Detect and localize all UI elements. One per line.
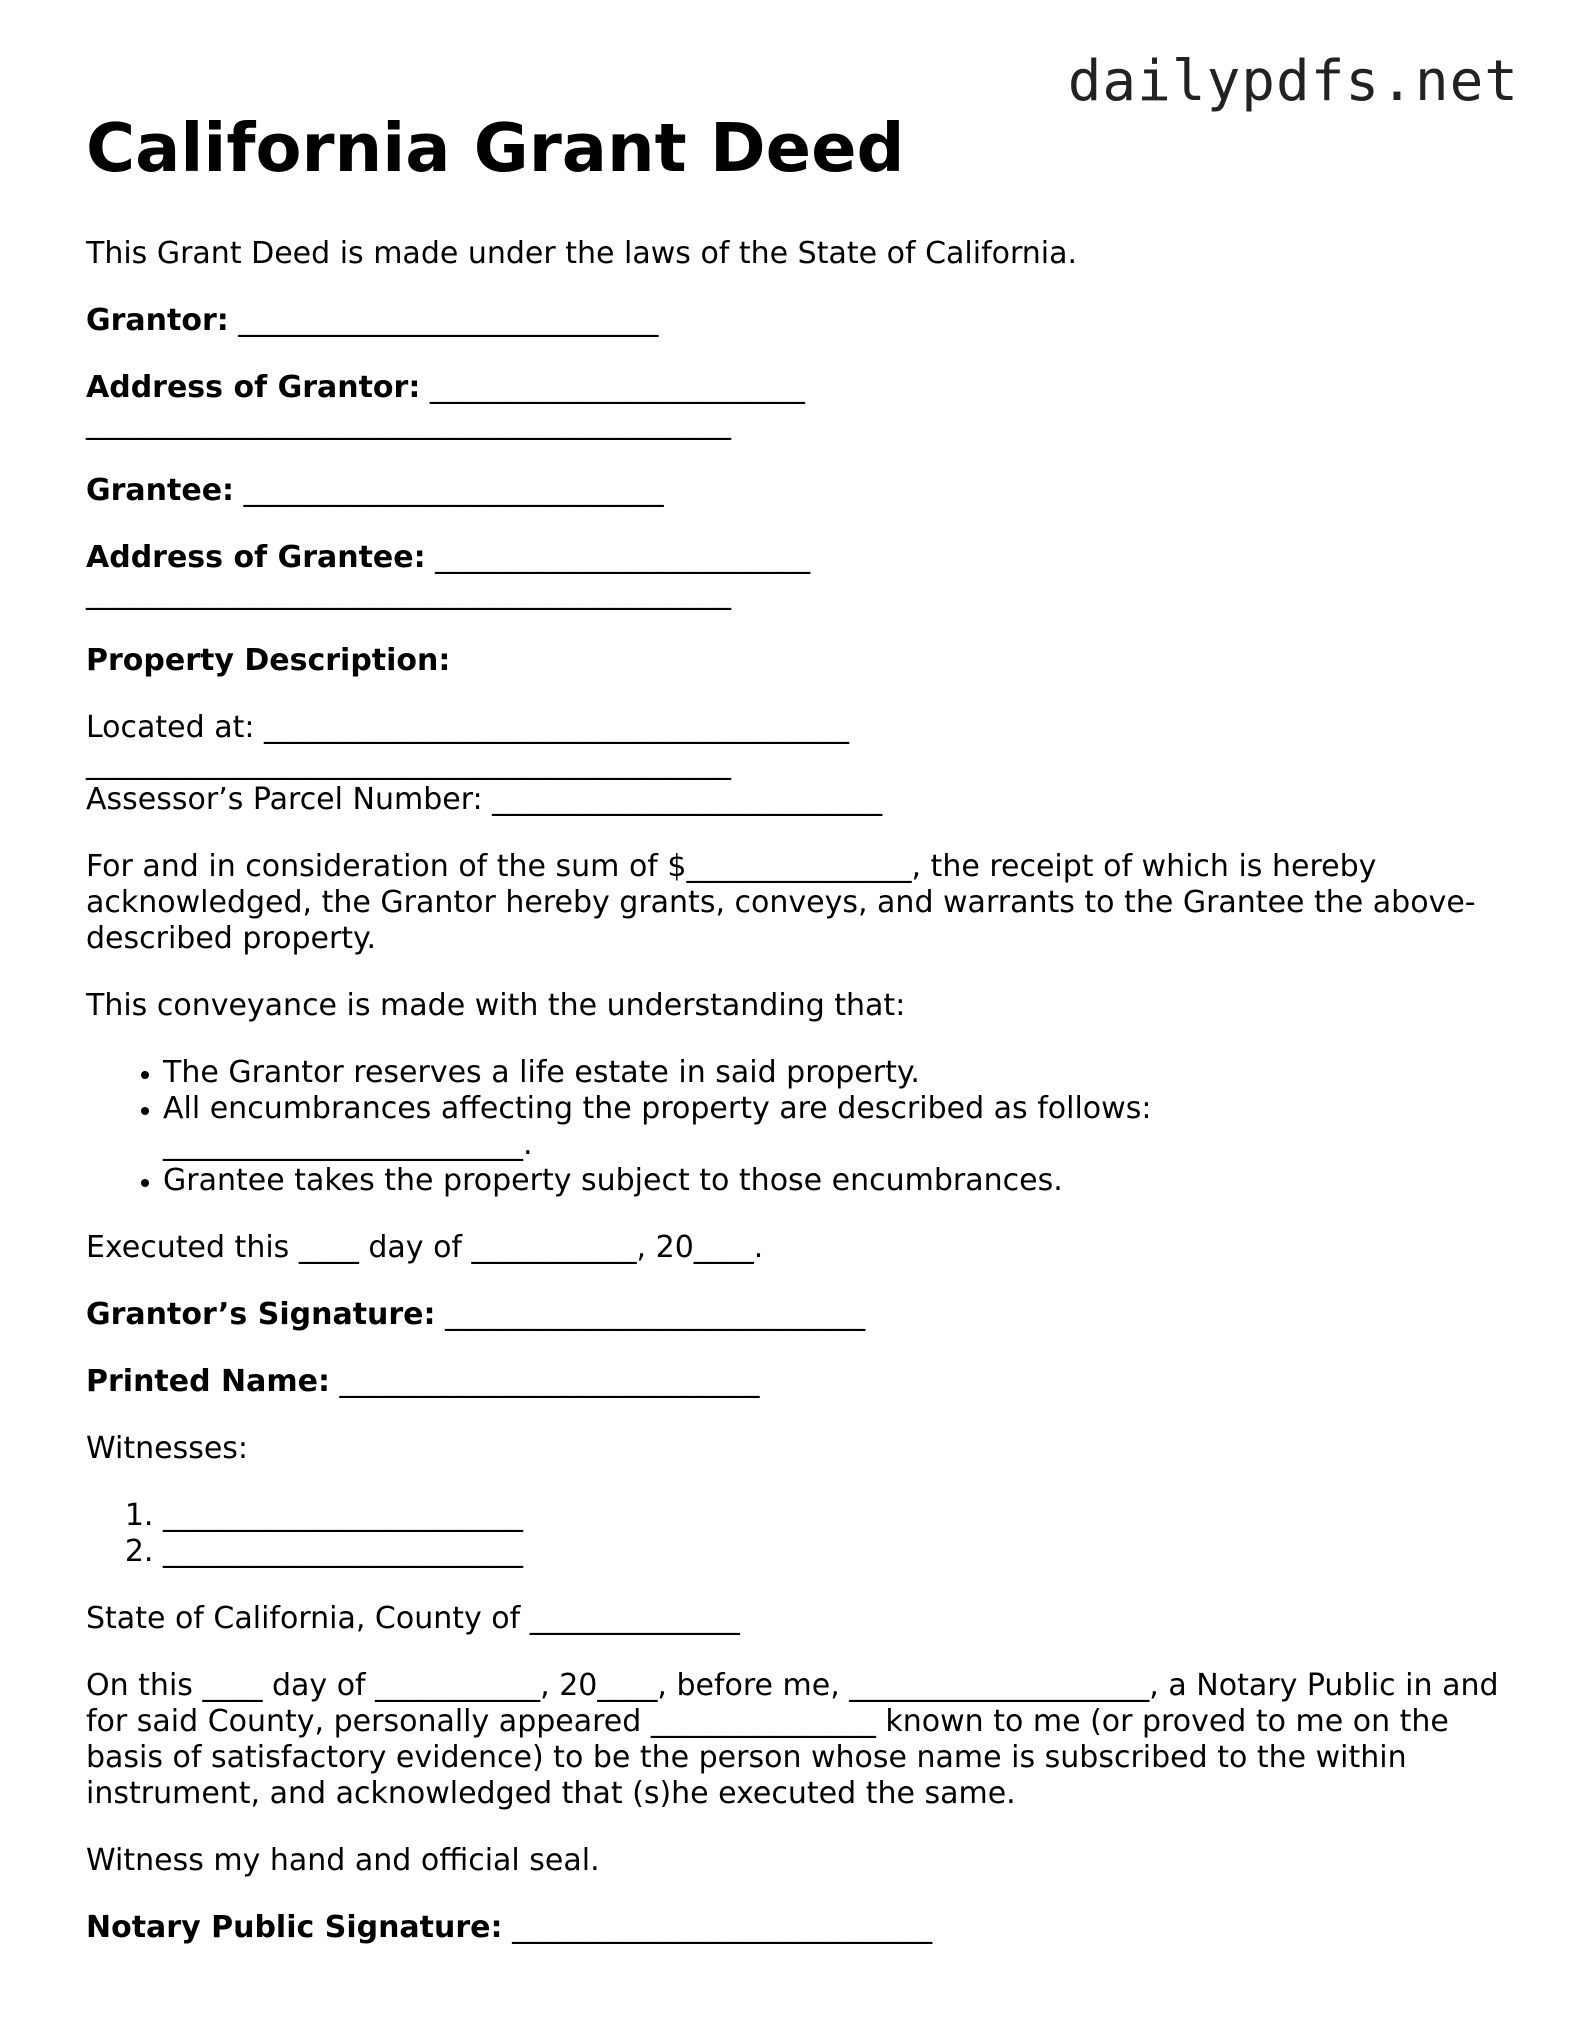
grantor-label: Grantor: <box>86 303 229 338</box>
notary-acknowledgment-text[interactable]: On this ____ day of ___________, 20____, before me, ____________________, a Notary Public in and for said County, personally appeared _______________ known to me (or proved to me on the basis of satisfactory evidence) to be the person whose name is subscribed to the within instrument, and acknowledged that (s)he executed the same. <box>86 1668 1509 1811</box>
property-heading: Property Description: <box>86 643 451 678</box>
grantor-address-label: Address of Grantor: <box>86 370 421 405</box>
grantor-blank[interactable]: ____________________________ <box>238 303 659 338</box>
grantee-address-blank-2[interactable]: ___________________________________________ <box>86 576 731 611</box>
located-at-line[interactable]: Located at: _______________________________________ <box>86 710 850 745</box>
condition-item[interactable]: • All encumbrances affecting the property are described as follows: ________________________. <box>163 1091 1506 1163</box>
grantor-field[interactable] <box>86 303 1506 339</box>
executed-date-field[interactable]: Executed this ____ day of ___________, 20____. <box>86 1230 764 1265</box>
grantor-signature-blank[interactable]: ____________________________ <box>445 1297 866 1332</box>
notary-signature-field[interactable] <box>86 1910 1506 1946</box>
witness-seal-text: Witness my hand and official seal. <box>86 1843 600 1878</box>
consideration-text: For and in consideration of the sum of $_______________, the receipt of which is hereby acknowledged, the Grantor hereby grants, conveys, and warrants to the Grantee the above-described property. <box>86 849 1476 956</box>
condition-item: • The Grantor reserves a life estate in said property. <box>163 1055 1506 1091</box>
condition-item: • Grantee takes the property subject to those encumbrances. <box>163 1163 1506 1199</box>
printed-name-field[interactable] <box>86 1364 1506 1400</box>
conditions-list <box>86 1055 1506 1199</box>
witness-line[interactable]: 1. ________________________ <box>163 1498 1506 1534</box>
witnesses-list <box>86 1498 1506 1570</box>
grantee-field[interactable] <box>86 473 1506 509</box>
grantor-address-blank[interactable]: _________________________ <box>429 370 805 405</box>
located-at-line-2[interactable]: ___________________________________________ <box>86 746 731 781</box>
printed-name-label: Printed Name: <box>86 1364 330 1399</box>
document-body <box>86 108 1509 1977</box>
grantee-label: Grantee: <box>86 473 235 508</box>
grantee-address-field[interactable] <box>86 540 1506 612</box>
intro-text: This Grant Deed is made under the laws of the State of California. <box>86 236 1078 271</box>
grantee-address-blank[interactable]: _________________________ <box>435 540 811 575</box>
notary-signature-blank[interactable]: ____________________________ <box>512 1910 933 1945</box>
witness-line[interactable]: 2. ________________________ <box>163 1534 1506 1570</box>
notary-signature-label: Notary Public Signature: <box>86 1910 503 1945</box>
grantor-signature-field[interactable] <box>86 1297 1506 1333</box>
grantor-address-field[interactable] <box>86 370 1506 442</box>
apn-field[interactable]: Assessor’s Parcel Number: __________________________ <box>86 782 883 817</box>
document-title: California Grant Deed <box>86 109 905 187</box>
conveyance-intro: This conveyance is made with the understanding that: <box>86 988 906 1023</box>
grantor-address-blank-2[interactable]: ___________________________________________ <box>86 406 731 441</box>
witnesses-label: Witnesses: <box>86 1431 249 1466</box>
printed-name-blank[interactable]: ____________________________ <box>339 1364 760 1399</box>
grantee-address-label: Address of Grantee: <box>86 540 426 575</box>
grantee-blank[interactable]: ____________________________ <box>243 473 664 508</box>
located-at-field[interactable] <box>86 710 1506 782</box>
state-county-field[interactable]: State of California, County of ______________ <box>86 1601 740 1636</box>
grantor-signature-label: Grantor’s Signature: <box>86 1297 436 1332</box>
watermark: dailypdfs.net <box>1067 49 1519 114</box>
